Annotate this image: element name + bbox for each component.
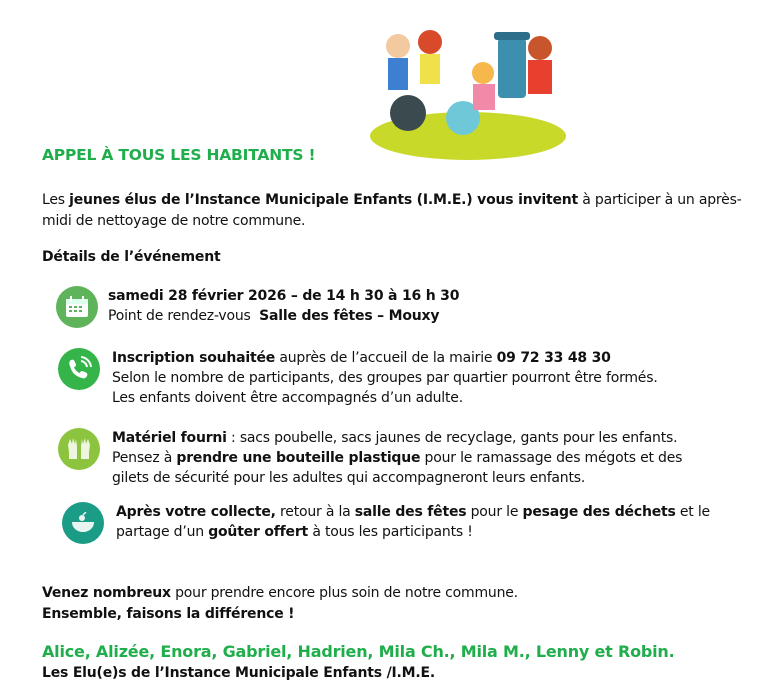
groups-text: Selon le nombre de participants, des groupes par quartier pourront être formés. [112, 370, 658, 386]
children-names: Alice, Alizée, Enora, Gabriel, Hadrien, Mila Ch., Mila M., Lenny et Robin. [42, 642, 675, 661]
calendar-icon [56, 286, 98, 328]
meeting-point-label: Point de rendez-vous [108, 308, 260, 324]
bottle-text: prendre une bouteille plastique [176, 450, 421, 466]
material-label: Matériel fourni [112, 430, 227, 446]
closing-paragraph [42, 583, 518, 625]
weighing-text: pesage des déchets [522, 504, 676, 520]
event-date-item [56, 286, 748, 328]
intro-paragraph [42, 190, 742, 232]
snack-text: goûter offert [208, 524, 309, 540]
material-text: Pensez à [112, 450, 177, 466]
material-text: pour le ramassage des mégots et des [420, 450, 683, 466]
vests-text: gilets de sécurité pour les adultes qui accompagneront leurs enfants. [112, 470, 586, 486]
page-heading: APPEL À TOUS LES HABITANTS ! [42, 146, 316, 164]
registration-item [58, 348, 752, 408]
registration-text: auprès de l’accueil de la mairie [275, 350, 497, 366]
after-text: pour le [466, 504, 523, 520]
intro-text: Les [42, 192, 70, 208]
intro-text: à participer à un après-midi de nettoyage de notre commune. [42, 192, 742, 229]
children-cleanup-illustration [368, 18, 568, 160]
gloves-icon [58, 428, 100, 470]
phone-number[interactable]: 09 72 33 48 30 [496, 350, 611, 366]
intro-text-bold: jeunes élus de l’Instance Municipale Enfants (I.M.E.) vous invitent [69, 192, 579, 208]
signature: Les Elu(e)s de l’Instance Municipale Enfants /I.M.E. [42, 665, 435, 681]
after-text: partage d’un [116, 524, 209, 540]
event-date: samedi 28 février 2026 – de 14 h 30 à 16 h 30 [108, 288, 460, 304]
closing-slogan: Ensemble, faisons la différence ! [42, 606, 295, 622]
after-collection-label: Après votre collecte, [116, 504, 276, 520]
closing-text: pour prendre encore plus soin de notre commune. [170, 585, 518, 601]
material-item [58, 428, 752, 488]
after-text: et le [675, 504, 710, 520]
meeting-point: Salle des fêtes – Mouxy [259, 308, 440, 324]
snack-icon [62, 502, 104, 544]
registration-label: Inscription souhaitée [112, 350, 276, 366]
closing-bold: Venez nombreux [42, 585, 171, 601]
accompaniment-text: Les enfants doivent être accompagnés d’un adulte. [112, 390, 463, 406]
details-title: Détails de l’événement [42, 249, 221, 265]
after-text: à tous les participants ! [308, 524, 473, 540]
after-text: retour à la [275, 504, 355, 520]
phone-icon [58, 348, 100, 390]
venue-text: salle des fêtes [354, 504, 467, 520]
after-collection-item [62, 502, 756, 544]
material-text: : sacs poubelle, sacs jaunes de recyclage, gants pour les enfants. [226, 430, 678, 446]
